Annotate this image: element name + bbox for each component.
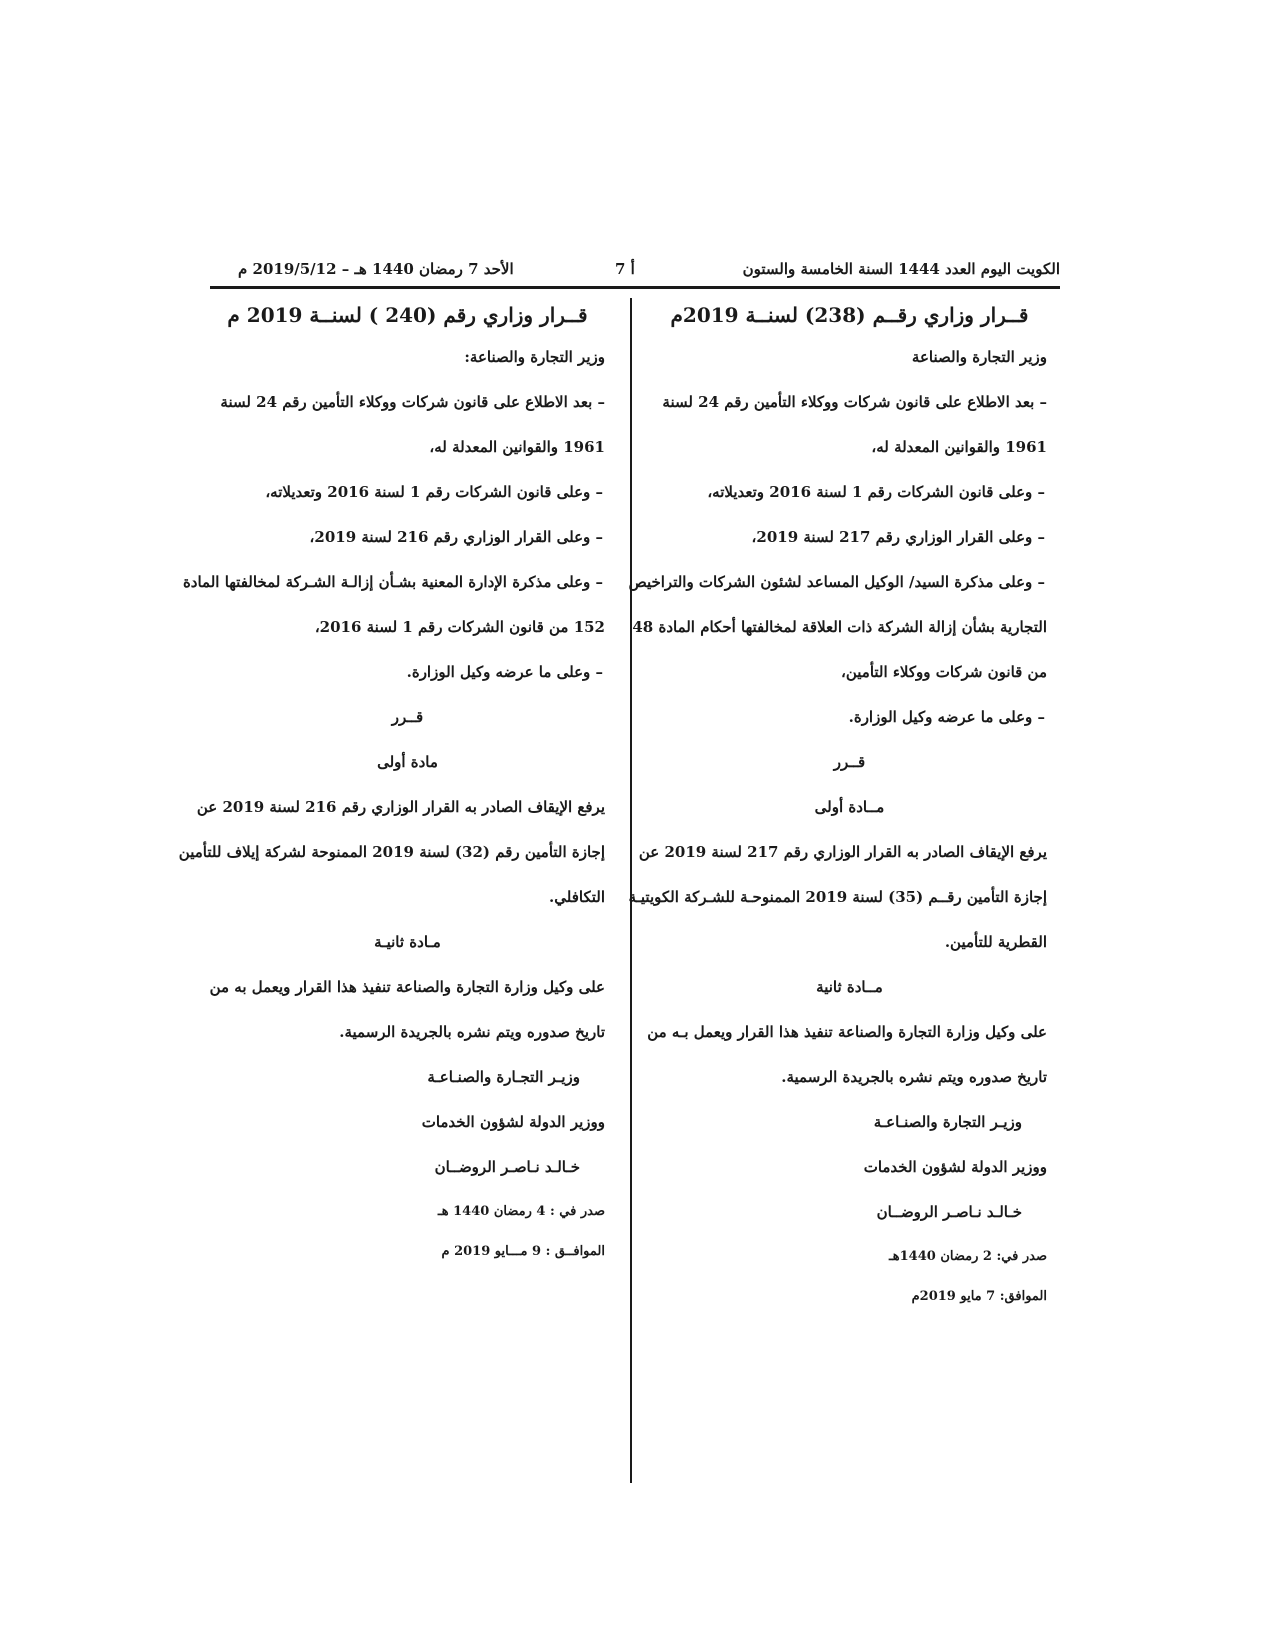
article-2-line: على وكيل وزارة التجارة والصناعة تنفيذ هذا القرار ويعمل به من: [209, 978, 605, 996]
preamble-line: – وعلى مذكرة السيد/ الوكيل المساعد لشئون الشركات والتراخيص: [628, 573, 1045, 591]
signature-title: وزيـر التجارة والصنـاعـة: [873, 1113, 1022, 1131]
issued-date: صدر في : 4 رمضان 1440 هـ: [437, 1204, 605, 1219]
corresponding-date: الموافــق : 9 مـــايو 2019 م: [441, 1244, 605, 1259]
article-1-line: إجازة التأمين رقم (32) لسنة 2019 الممنوحة لشركة إيلاف للتأمين: [178, 843, 605, 861]
article-2-line: تاريخ صدوره ويتم نشره بالجريدة الرسمية.: [781, 1068, 1047, 1086]
decision-title: قــرار وزاري رقــم (238) لسنــة 2019م: [670, 303, 1029, 327]
minister-line: وزير التجارة والصناعة: [911, 348, 1047, 366]
decided-heading: قــرر: [833, 753, 866, 771]
article-1-line: القطرية للتأمين.: [944, 933, 1047, 951]
decision-238-column: [628, 298, 1047, 1324]
article-1-line: التكافلي.: [549, 888, 605, 906]
article-2-heading: مــادة ثانية: [816, 978, 883, 996]
decision-title: قــرار وزاري رقم (240 ) لسنــة 2019 م: [227, 303, 588, 327]
article-1-heading: مــادة أولى: [814, 798, 885, 816]
preamble-line: – بعد الاطلاع على قانون شركات ووكلاء التأمين رقم 24 لسنة: [220, 393, 605, 411]
header-date: الأحد 7 رمضان 1440 هـ – 2019/5/12 م: [238, 260, 514, 278]
preamble-line: – وعلى قانون الشركات رقم 1 لسنة 2016 وتعديلاته،: [707, 483, 1045, 501]
preamble-line: 152 من قانون الشركات رقم 1 لسنة 2016،: [314, 618, 605, 636]
preamble-line: 1961 والقوانين المعدلة له،: [871, 438, 1047, 456]
page-header: [210, 256, 1060, 286]
preamble-line: – وعلى قانون الشركات رقم 1 لسنة 2016 وتعديلاته،: [265, 483, 603, 501]
signature-title: ووزير الدولة لشؤون الخدمات: [421, 1113, 605, 1131]
minister-line: وزير التجارة والصناعة:: [464, 348, 605, 366]
header-issue-info: الكويت اليوم العدد 1444 السنة الخامسة والستون: [742, 260, 1060, 278]
preamble-line: من قانون شركات ووكلاء التأمين،: [841, 663, 1047, 681]
article-1-line: يرفع الإيقاف الصادر به القرار الوزاري رقم 217 لسنة 2019 عن: [638, 843, 1047, 861]
preamble-line: – وعلى القرار الوزاري رقم 217 لسنة 2019،: [751, 528, 1045, 546]
signature-name: خـالـد نـاصـر الروضــان: [876, 1203, 1022, 1221]
preamble-line: – وعلى ما عرضه وكيل الوزارة.: [848, 708, 1045, 726]
issued-date: صدر في: 2 رمضان 1440هـ: [888, 1249, 1047, 1264]
signature-title: وزيـر التجـارة والصنـاعـة: [427, 1068, 580, 1086]
preamble-line: التجارية بشأن إزالة الشركة ذات العلاقة لمخالفتها أحكام المادة 48: [632, 618, 1047, 636]
signature-name: خـالـد نـاصـر الروضــان: [434, 1158, 580, 1176]
preamble-line: 1961 والقوانين المعدلة له،: [429, 438, 605, 456]
signature-title: ووزير الدولة لشؤون الخدمات: [863, 1158, 1047, 1176]
decided-heading: قــرر: [391, 708, 424, 726]
preamble-line: – وعلى مذكرة الإدارة المعنية بشـأن إزالـة الشـركة لمخالفتها المادة: [182, 573, 603, 591]
decision-240-column: [178, 298, 605, 1279]
preamble-line: – وعلى القرار الوزاري رقم 216 لسنة 2019،: [309, 528, 603, 546]
corresponding-date: الموافق: 7 مايو 2019م: [911, 1289, 1047, 1304]
header-page-number: أ 7: [615, 260, 635, 278]
article-1-line: يرفع الإيقاف الصادر به القرار الوزاري رقم 216 لسنة 2019 عن: [196, 798, 605, 816]
article-2-line: على وكيل وزارة التجارة والصناعة تنفيذ هذا القرار ويعمل بـه من: [647, 1023, 1047, 1041]
article-2-line: تاريخ صدوره ويتم نشره بالجريدة الرسمية.: [339, 1023, 605, 1041]
preamble-line: – وعلى ما عرضه وكيل الوزارة.: [406, 663, 603, 681]
article-2-heading: مـادة ثانيـة: [374, 933, 441, 951]
article-1-heading: مادة أولى: [377, 753, 438, 771]
article-1-line: إجازة التأمين رقــم (35) لسنة 2019 الممنوحـة للشـركة الكويتيـة: [628, 888, 1047, 906]
header-rule: [210, 286, 1060, 289]
preamble-line: – بعد الاطلاع على قانون شركات ووكلاء التأمين رقم 24 لسنة: [662, 393, 1047, 411]
